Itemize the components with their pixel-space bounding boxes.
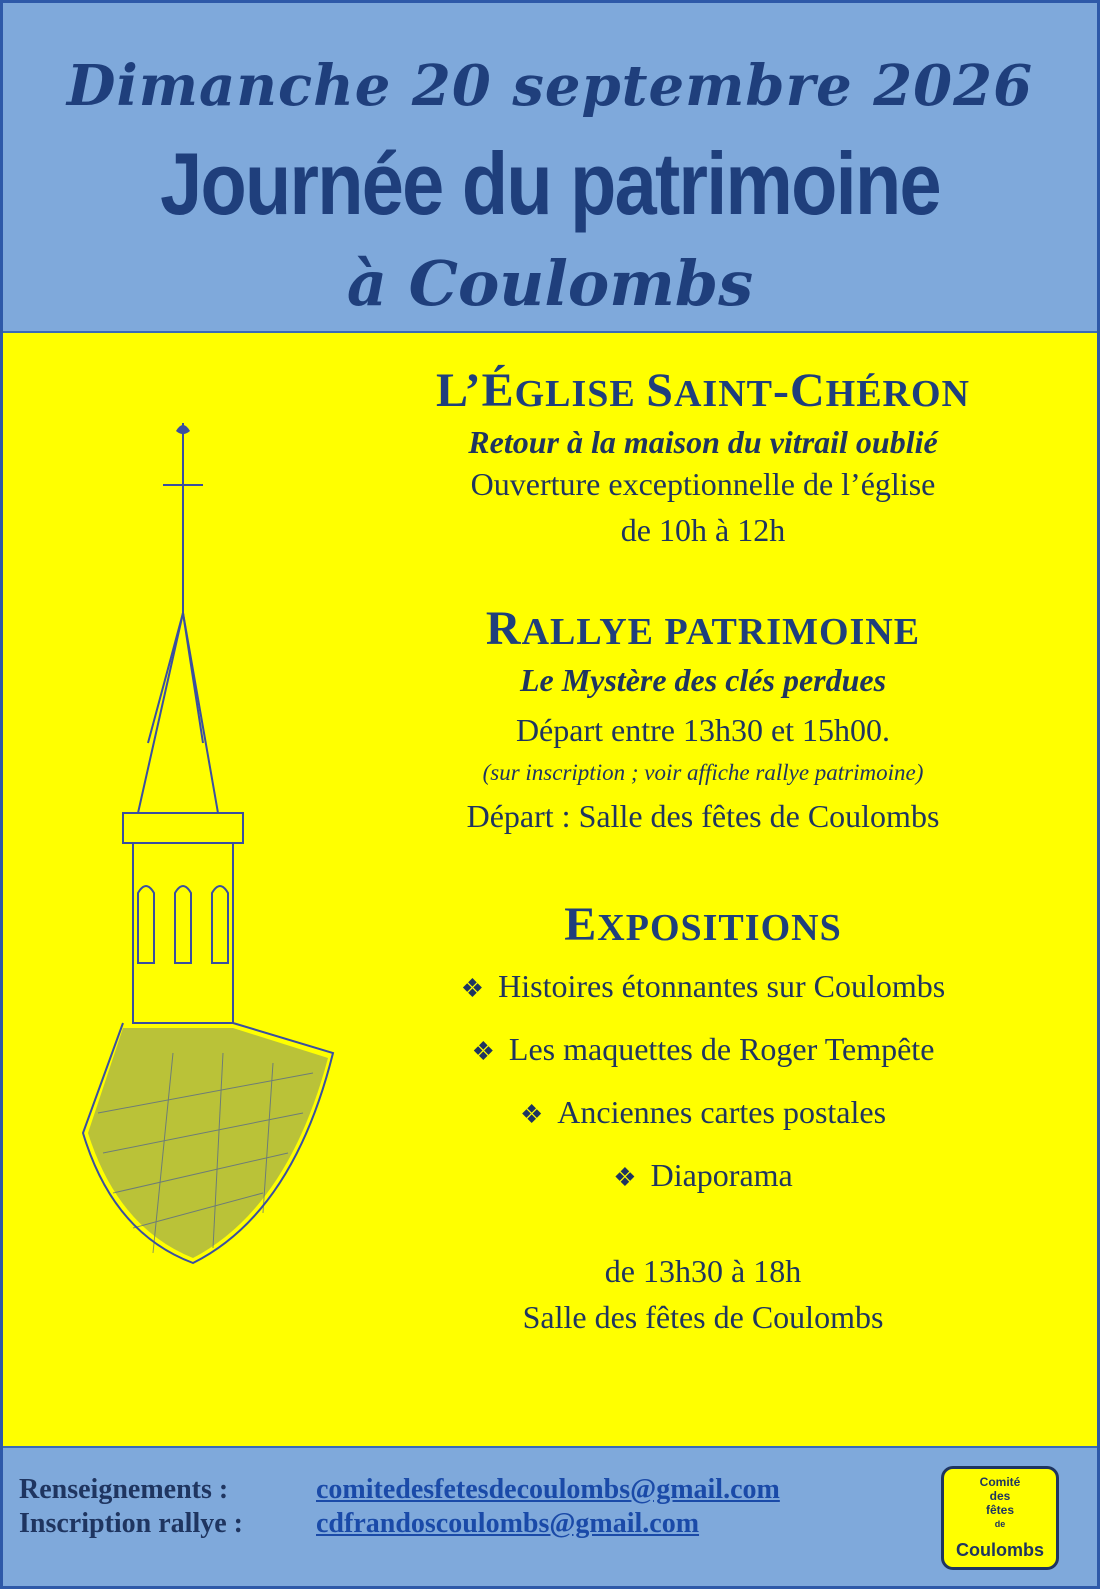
church-title-part: AINT	[673, 373, 773, 415]
list-item-label: Anciennes cartes postales	[557, 1094, 887, 1130]
logo-line: de	[994, 1519, 1006, 1529]
rally-subtitle: Le Mystère des clés perdues	[519, 662, 887, 698]
list-item	[343, 1019, 1063, 1082]
church-opening: Ouverture exceptionnelle de l’église	[470, 466, 936, 502]
rally-note: (sur inscription ; voir affiche rallye patrimoine)	[482, 760, 924, 785]
church-title-part: -C	[773, 364, 826, 417]
logo-line: fêtes	[985, 1503, 1014, 1517]
rally-title	[343, 601, 1063, 656]
info-row	[19, 1474, 780, 1506]
expo-place: Salle des fêtes de Coulombs	[522, 1299, 884, 1335]
church-subtitle: Retour à la maison du vitrail oublié	[468, 424, 938, 460]
footer-banner	[3, 1446, 1097, 1586]
church-title-part: GLISE	[514, 373, 647, 415]
rally-email-link[interactable]: cdfrandoscoulombs@gmail.com	[316, 1508, 700, 1539]
diamond-bullet-icon: ❖	[471, 1037, 495, 1066]
expo-title	[343, 897, 1063, 952]
list-item	[343, 956, 1063, 1019]
diamond-bullet-icon: ❖	[519, 1100, 544, 1129]
logo-line: des	[989, 1489, 1011, 1503]
rally-label: Inscription rallye :	[19, 1508, 243, 1539]
diamond-bullet-icon: ❖	[460, 974, 485, 1003]
church-hours: de 10h à 12h	[620, 512, 786, 548]
rally-start-time: Départ entre 13h30 et 15h00.	[515, 712, 891, 748]
church-title-part: S	[646, 364, 674, 417]
event-location: à Coulombs	[346, 247, 754, 320]
church-title	[343, 363, 1063, 418]
list-item	[343, 1082, 1063, 1145]
rally-title-part: ALLYE PATRIMOINE	[521, 611, 921, 653]
expo-title-part: XPOSITIONS	[597, 907, 842, 949]
expo-hours: de 13h30 à 18h	[604, 1253, 802, 1289]
rally-section	[343, 601, 1063, 839]
list-item-label: Les maquettes de Roger Tempête	[508, 1031, 935, 1067]
expo-title-part: E	[564, 898, 598, 951]
expo-section	[343, 897, 1063, 1340]
list-item-label: Diaporama	[650, 1157, 793, 1193]
expo-list	[343, 956, 1063, 1208]
logo-name: Coulombs	[956, 1540, 1044, 1560]
logo-line: Comité	[979, 1475, 1021, 1489]
church-title-part: HÉRON	[825, 373, 971, 415]
church-title-part: L’É	[435, 364, 515, 417]
info-label: Renseignements :	[19, 1474, 229, 1505]
event-title: Journée du patrimoine	[160, 134, 940, 233]
info-email-link[interactable]: comitedesfetesdecoulombs@gmail.com	[316, 1474, 780, 1505]
rally-start-place: Départ : Salle des fêtes de Coulombs	[466, 798, 940, 834]
steeple-illustration	[53, 413, 353, 1373]
list-item-label: Histoires étonnantes sur Coulombs	[498, 968, 946, 1004]
program	[343, 363, 1063, 1340]
rally-title-part: R	[485, 602, 522, 655]
church-section	[343, 363, 1063, 553]
header-banner	[3, 3, 1097, 333]
committee-logo	[941, 1466, 1059, 1570]
rally-row	[19, 1508, 699, 1540]
event-date: Dimanche 20 septembre 2026	[66, 53, 1034, 119]
diamond-bullet-icon: ❖	[613, 1163, 637, 1192]
list-item	[343, 1145, 1063, 1208]
logo-text	[944, 1469, 1056, 1531]
